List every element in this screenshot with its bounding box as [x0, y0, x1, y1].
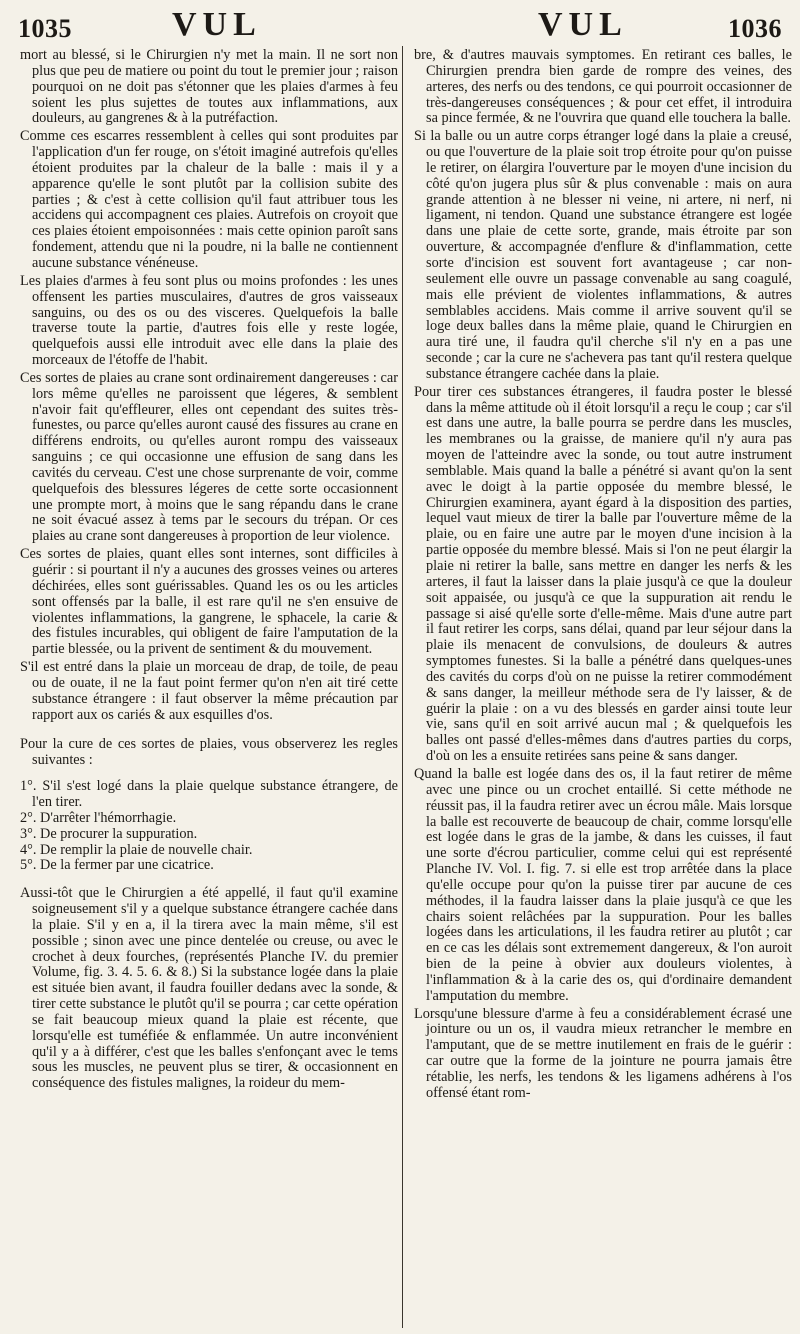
column-divider: [402, 46, 403, 1328]
paragraph: Pour tirer ces substances étrangeres, il faudra poster le blessé dans la même attitude où il étoit lorsqu'il a reçu le coup ; car s'il est dans une autre, la balle pourra se perdre dans les muscles, les membranes ou la graisse, de maniere qu'il n'y aura pas moyen de l'atteindre avec la sonde, ou tout autre instrument semblable. Mais quand la balle a pénétré si avant qu'on la sent avec le doigt à la partie opposée du membre blessé, le Chirurgien examinera, ayant égard à la disposition des parties, lequel vaut mieux de tirer la balle par l'ouverture même de la plaie, ou en faire une autre par le moyen d'une incision à la partie opposée du membre blessé. Mais si l'on ne peut élargir la plaie ni retirer la balle, sans mettre en danger les nerfs & les arteres, il faut la laisser dans la plaie jusqu'à ce que la douleur soit appaisée, ou jusqu'à ce que la suppuration ait rendu le passage si aisé qu'elle sorte d'elle-même. Mais d'une autre part il faut retirer les corps, sans délai, quand par leur séjour dans la plaie ils menacent de convulsions, de douleurs & autres symptomes funestes. Si la balle a pénétré dans quelques-unes des cavités du corps d'où on ne puisse la retirer commodément & sans danger, la meilleur méthode sera de l'y laisser, & de guérir la plaie : on a vu des blessés en garder ainsi toute leur vie, sans qu'il en soit arrivé aucun mal ; & quelquefois les balles ont passé d'elles-mêmes dans d'autres parties du corps, d'où on les a ensuite retirées sans peine & sans danger.: [414, 383, 792, 765]
running-head-left: VUL: [172, 6, 262, 43]
rules-list: [20, 779, 398, 874]
list-item: 2°. D'arrêter l'hémorrhagie.: [20, 809, 177, 826]
paragraph: S'il est entré dans la plaie un morceau de drap, de toile, de peau ou de ouate, il ne la faut point fermer qu'on n'en ait tiré cette substance étrangere : il faut observer la même précaution par rapport aux os cariés & aux esquilles d'os.: [20, 659, 398, 723]
running-head-right: VUL: [538, 6, 628, 43]
paragraph: Lorsqu'une blessure d'arme à feu a considérablement écrasé une jointure ou un os, il vaudra mieux retrancher le membre en l'amputant, que de se mettre inutilement en frais de le guérir : car outre que la forme de la jointure ne pourra jamais être rétablie, les nerfs, les tendons & les ligamens adhérens à l'os offensé étant rom-: [414, 1005, 792, 1101]
list-item: 3°. De procurer la suppuration.: [20, 825, 198, 842]
paragraph: Ces sortes de plaies au crane sont ordinairement dangereuses : car lors même qu'elles ne paroissent que légeres, & semblent n'avoir fait qu'effleurer, elles ont cependant des suites très-funestes, ou parce qu'elles auront causé des fissures au crane en différens endroits, ou qu'elles auront rompu des vaisseaux sanguins ; ce qui occasionne une effusion de sang dans les cavités du cerveau. C'est une chose surprenante de voir, comme quelquefois des blessures légeres de cette sorte occasionnent une prompte mort, à moins que le sang répandu dans le crane ne soit évacué assez à tems par le secours du trépan. Or ces plaies au crane sont dangereuses à proportion de leur violence.: [20, 369, 398, 545]
paragraph: Comme ces escarres ressemblent à celles qui sont produites par l'application d'un fer rouge, on s'étoit imaginé autrefois qu'elles étoient produites par la chaleur de la balle : mais il y a apparence qu'elle le sont plutôt par la collision subite des parties ; & c'est à cette collision qu'il faut attribuer tous les accidens qui accompagnent ces plaies. Autrefois on croyoit que ces plaies étoient empoisonnées : mais cette opinion paroît sans fondement, attendu que ni la poudre, ni la balle ne contiennent aucune substance vénéneuse.: [20, 128, 398, 271]
page-header: [0, 0, 800, 44]
paragraph: Quand la balle est logée dans des os, il la faut retirer de même avec une pince ou un crochet entaillé. Si cette méthode ne réussit pas, il la faudra retirer avec un écrou mâle. Mais lorsque la balle est recouverte de beaucoup de chair, comme lorsqu'elle est logée dans le gras de la jambe, & dans les cuisses, il faut une sorte d'écrou particulier, comme celui qui est représenté Planche IV. Vol. I. fig. 7. si elle est trop arrêtée dans la place qu'elle occupe pour qu'on la puisse tirer par aucune de ces méthodes, il la faudra laisser dans la plaie jusqu'à ce que les chairs soient relâchées par la suppuration. Pour les balles logées dans les articulations, il les faudra retirer au plutôt ; car en ce cas les délais sont extremement dangereux, & l'on auroit bien de la peine à obvier aux douleurs violentes, à l'inflammation & à la carie des os, qui d'ordinaire demandent l'amputation du membre.: [414, 765, 792, 1004]
list-item: 1°. S'il s'est logé dans la plaie quelque substance étrangere, de l'en tirer.: [20, 778, 398, 810]
paragraph: Aussi-tôt que le Chirurgien a été appellé, il faut qu'il examine soigneusement s'il y a quelque substance étrangere cachée dans la plaie. S'il y en a, il la tirera avec la main même, s'il est possible ; sinon avec une pince dentelée ou creuse, ou avec le crochet à deux fourches, (représentés Planche IV. du premier Volume, fig. 3. 4. 5. 6. & 8.) Si la substance logée dans la plaie est située bien avant, il faudra fouiller dedans avec la sonde, & tirer cette substance le plutôt qu'il se pourra ; car cette opération se fait beaucoup mieux quand la plaie est récente, que lorsqu'elle est tuméfiée & enflammée. Un autre inconvénient qu'il y a à différer, c'est que les balles s'enfonçant avec le tems sous les muscles, ne peuvent plus se tirer, & occasionnent en conséquence des fistules malignes, la roideur du mem-: [20, 885, 398, 1092]
paragraph: mort au blessé, si le Chirurgien n'y met la main. Il ne sort non plus que peu de matiere ou point du tout le premier jour ; raison pourquoi on ne doit pas s'étonner que les plaies d'armes à feu soient les plus sujettes de toutes aux inflammations, aux douleurs, au gangrenes & à la putréfaction.: [20, 48, 398, 127]
left-column: [20, 48, 398, 1328]
paragraph: bre, & d'autres mauvais symptomes. En retirant ces balles, le Chirurgien prendra bien garde de rompre des veines, des arteres, des nerfs ou des tendons, ce qui pourroit occasionner de très-dangereuses conséquences ; & pour cet effet, il introduira sa pince fermée, & ne l'ouvrira que quand elle touchera la balle.: [414, 48, 792, 127]
paragraph: Les plaies d'armes à feu sont plus ou moins profondes : les unes offensent les parties musculaires, d'autres de gros vaisseaux sanguins, ou des os ou des visceres. Quelquefois la balle traverse toute la partie, d'autres fois elle y reste logée, quelquefois aussi elle introduit avec elle dans la plaie des morceaux de l'étoffe de l'habit.: [20, 272, 398, 369]
paragraph: Pour la cure de ces sortes de plaies, vous observerez les regles suivantes :: [20, 736, 398, 769]
list-item: 5°. De la fermer par une cicatrice.: [20, 857, 214, 874]
paragraph: Si la balle ou un autre corps étranger logé dans la plaie a creusé, ou que l'ouverture de la plaie soit trop étroite pour qu'on puisse le retirer, on élargira l'ouverture par le moyen d'une incision du côté qu'on jugera plus sûr & plus convenable : mais on aura grande attention à ne blesser ni veine, ni artere, ni nerf, ni ligament, ni tendon. Quand une substance étrangere est logée dans une plaie de cette sorte, grande, mais étroite par son ouverture, & accompagnée d'enflure & d'inflammation, cette sorte d'incision est souvent fort avantageuse ; car non-seulement elle ouvre un passage convenable au sang coagulé, mais elle prévient de violentes inflammations, & autres semblables accidens. Mais comme il arrive souvent qu'il se loge deux balles dans la même plaie, quand le Chirurgien en aura tiré une, il faudra qu'il cherche s'il n'y en a pas une seconde ; car la cure ne s'achevera pas tant qu'il restera quelque substance étrangere cachée dans la plaie.: [414, 128, 792, 382]
page-number-left: 1035: [18, 14, 72, 43]
right-column: [414, 48, 792, 1328]
paragraph: Ces sortes de plaies, quant elles sont internes, sont difficiles à guérir : si pourtant il n'y a aucunes des grosses veines ou arteres déchirées, elles sont guérissables. Quand les os ou les articles sont offensés par la balle, il est rare qu'il ne s'en ensuive de violentes inflammations, la gangrene, le sphacele, la carie & des fistules incurables, qui obligent de faire l'amputation de la partie blessée, ou la privent de sentiment & du mouvement.: [20, 546, 398, 658]
page-number-right: 1036: [728, 14, 782, 43]
list-item: 4°. De remplir la plaie de nouvelle chair.: [20, 841, 253, 858]
